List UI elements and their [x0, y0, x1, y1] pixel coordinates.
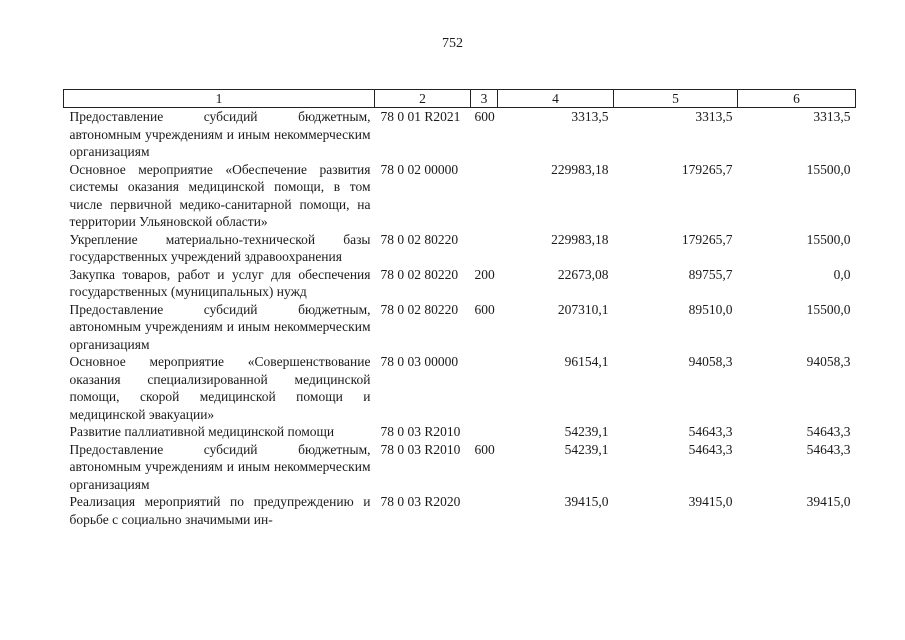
table-row [64, 353, 856, 423]
column-header: 6 [738, 90, 856, 108]
row-value-6: 15500,0 [806, 301, 851, 317]
row-code: 78 0 03 R2010 [380, 424, 461, 439]
row-value-6: 0,0 [833, 266, 851, 282]
row-type [471, 353, 498, 423]
table-row [64, 493, 856, 528]
row-value-4: 207310,1 [557, 301, 609, 317]
budget-table [63, 89, 856, 528]
row-value-6: 15500,0 [806, 161, 851, 177]
column-header: 4 [498, 90, 614, 108]
page-number: 752 [442, 36, 463, 51]
row-code: 78 0 03 R2010 [380, 441, 461, 457]
row-name: Реализация мероприятий по предупреждению и борьбе с социально значимыми ин- [69, 494, 371, 527]
row-value-5: 54643,3 [688, 441, 733, 457]
row-value-6: 94058,3 [806, 354, 851, 369]
table-row [64, 266, 856, 301]
row-value-6: 39415,0 [806, 494, 851, 509]
row-code: 78 0 03 R2020 [380, 494, 461, 509]
row-code: 78 0 03 00000 [380, 354, 459, 369]
row-name: Основное мероприятие «Обеспечение развития системы оказания медицинской помощи, в том числе первичной медико-санитарной помощи, на территории Ульяновской области» [69, 161, 371, 229]
row-value-5: 94058,3 [688, 354, 733, 369]
row-code: 78 0 01 R2021 [380, 109, 461, 124]
row-value-5: 39415,0 [688, 494, 733, 509]
row-code: 78 0 02 80220 [380, 231, 459, 247]
row-value-4: 22673,08 [557, 266, 609, 282]
row-name: Развитие паллиативной медицинской помощи [69, 424, 335, 439]
row-value-6: 15500,0 [806, 231, 851, 247]
table-row [64, 423, 856, 441]
row-name: Предоставление субсидий бюджетным, автономным учреждениям и иным некоммерческим организациям [69, 109, 371, 159]
row-name: Закупка товаров, работ и услуг для обеспечения государственных (муниципальных) нужд [69, 266, 371, 299]
row-value-5: 3313,5 [695, 109, 733, 124]
row-value-5: 54643,3 [688, 424, 733, 439]
row-type: 200 [474, 266, 495, 282]
row-name: Предоставление субсидий бюджетным, автономным учреждениям и иным некоммерческим организациям [69, 441, 371, 492]
row-value-4: 229983,18 [551, 231, 609, 247]
row-type [471, 493, 498, 528]
row-value-4: 54239,1 [564, 441, 609, 457]
row-type: 600 [474, 109, 495, 124]
row-value-4: 96154,1 [564, 354, 609, 369]
table-row [64, 231, 856, 266]
column-header: 5 [614, 90, 738, 108]
row-code: 78 0 02 00000 [380, 161, 459, 177]
table-row [64, 301, 856, 354]
row-value-4: 39415,0 [564, 494, 609, 509]
column-header: 1 [64, 90, 375, 108]
row-type [471, 161, 498, 231]
row-value-6: 54643,3 [806, 424, 851, 439]
row-value-6: 54643,3 [806, 441, 851, 457]
table-row [64, 441, 856, 494]
row-type: 600 [474, 441, 495, 457]
column-header: 2 [375, 90, 471, 108]
row-value-5: 179265,7 [681, 161, 733, 177]
row-type [471, 231, 498, 266]
row-value-4: 229983,18 [551, 161, 609, 177]
row-code: 78 0 02 80220 [380, 266, 459, 282]
table-row [64, 161, 856, 231]
table-row [64, 108, 856, 161]
row-name: Основное мероприятие «Совершенствование оказания специализированной медицинской помощи, скорой медицинской помощи и медицинской эвакуации» [69, 354, 371, 422]
row-value-6: 3313,5 [813, 109, 851, 124]
row-value-4: 3313,5 [571, 109, 609, 124]
row-value-5: 89510,0 [688, 301, 733, 317]
row-name: Укрепление материально-технической базы государственных учреждений здравоохранения [69, 231, 371, 264]
row-type: 600 [474, 301, 495, 317]
row-value-4: 54239,1 [564, 424, 609, 439]
row-value-5: 179265,7 [681, 231, 733, 247]
row-type [471, 423, 498, 441]
table-header-row [64, 90, 856, 108]
row-code: 78 0 02 80220 [380, 301, 459, 317]
column-header: 3 [471, 90, 498, 108]
row-value-5: 89755,7 [688, 266, 733, 282]
row-name: Предоставление субсидий бюджетным, автономным учреждениям и иным некоммерческим организациям [69, 301, 371, 352]
